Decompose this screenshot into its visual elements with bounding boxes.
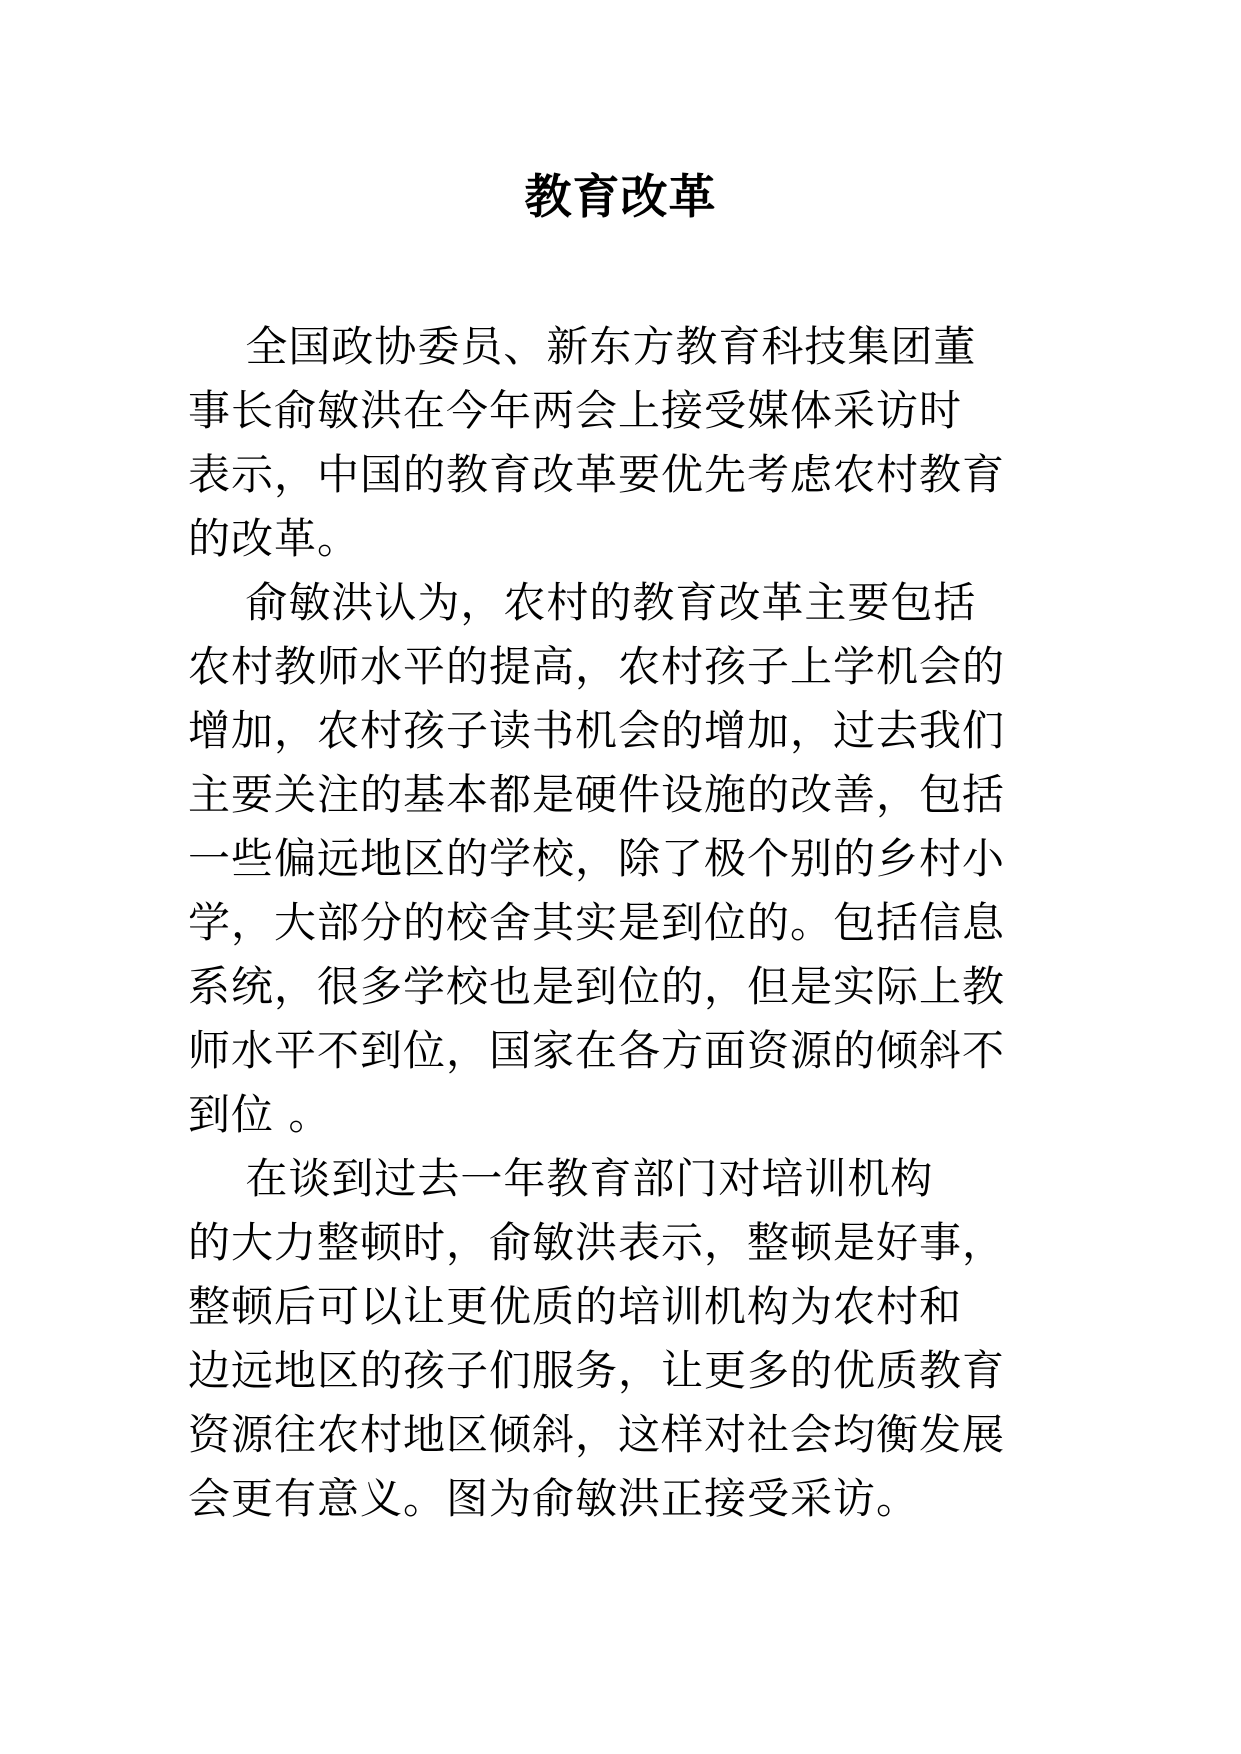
text-line: 会更有意义。图为俞敏洪正接受采访。 [188, 1474, 920, 1523]
text-line: 的大力整顿时，俞敏洪表示，整顿是好事， [188, 1218, 1006, 1267]
text-line: 农村教师水平的提高，农村孩子上学机会的 [188, 642, 1006, 691]
text-line: 到位 。 [188, 1090, 332, 1139]
paragraph-1 [188, 315, 1188, 571]
document-title: 教育改革 [524, 170, 717, 225]
text-line: 主要关注的基本都是硬件设施的改善，包括 [188, 770, 1006, 819]
text-line: 整顿后可以让更优质的培训机构为农村和 [188, 1282, 963, 1331]
text-line: 系统，很多学校也是到位的，但是实际上教 [188, 962, 1006, 1011]
text-line: 资源往农村地区倾斜，这样对社会均衡发展 [188, 1410, 1006, 1459]
text-line: 事长俞敏洪在今年两会上接受媒体采访时 [188, 386, 963, 435]
text-line: 在谈到过去一年教育部门对培训机构 [188, 1154, 934, 1203]
text-line: 表示，中国的教育改革要优先考虑农村教育 [188, 450, 1006, 499]
text-line: 全国政协委员、新东方教育科技集团董 [188, 322, 977, 371]
text-line: 一些偏远地区的学校，除了极个别的乡村小 [188, 834, 1006, 883]
text-line: 俞敏洪认为，农村的教育改革主要包括 [188, 578, 977, 627]
document-body [188, 315, 1188, 1531]
text-line: 的改革。 [188, 514, 361, 563]
text-line: 边远地区的孩子们服务，让更多的优质教育 [188, 1346, 1006, 1395]
text-line: 师水平不到位，国家在各方面资源的倾斜不 [188, 1026, 1006, 1075]
text-line: 增加，农村孩子读书机会的增加，过去我们 [188, 706, 1006, 755]
text-line: 学，大部分的校舍其实是到位的。包括信息 [188, 898, 1006, 947]
paragraph-2 [188, 571, 1188, 1147]
paragraph-3 [188, 1147, 1188, 1531]
